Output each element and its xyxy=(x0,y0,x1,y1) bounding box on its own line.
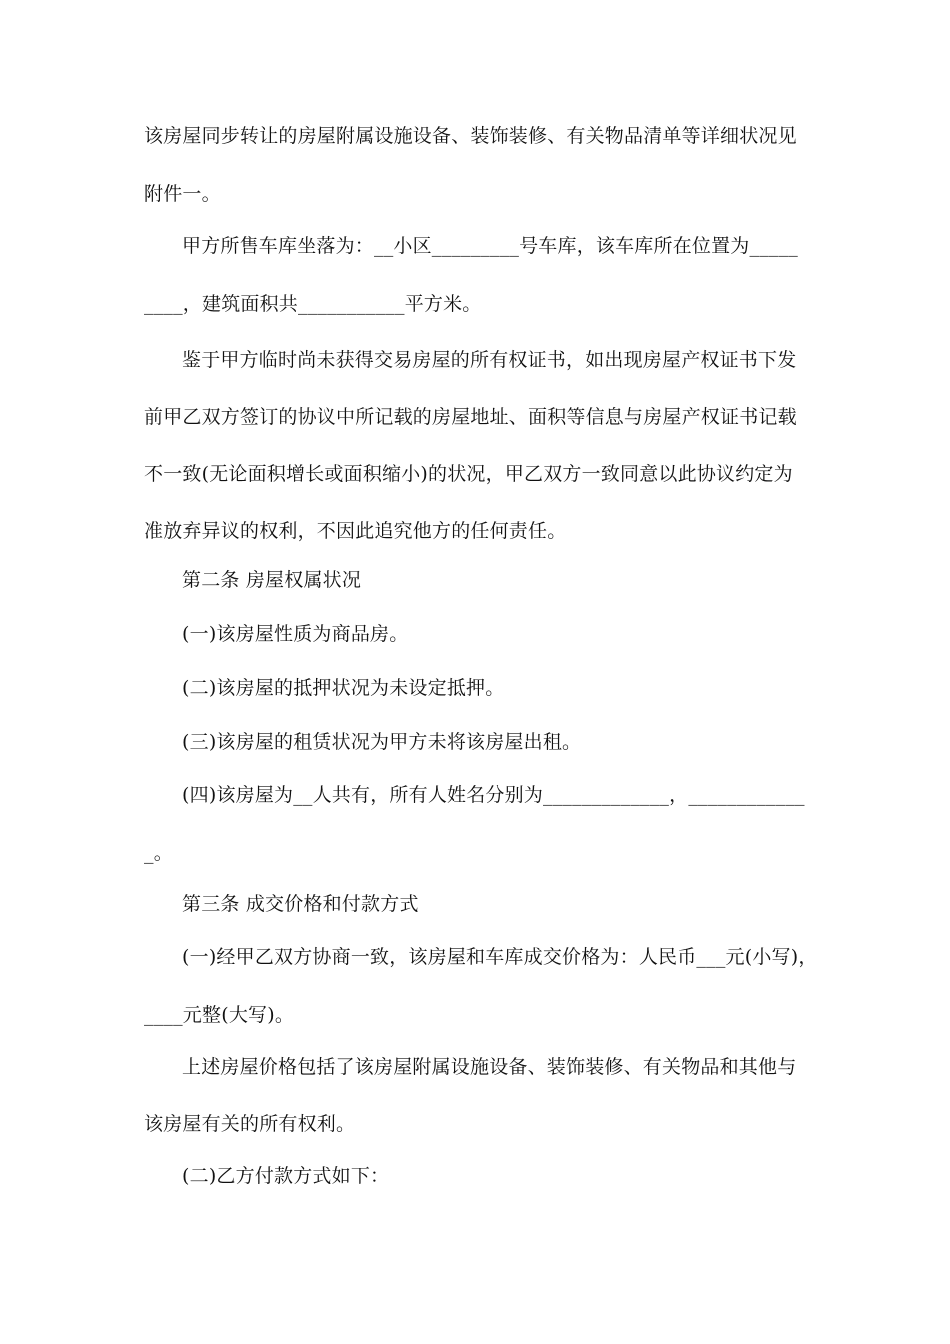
text-line: ____元整(大写)。 xyxy=(144,1004,295,1026)
text-line: (二)乙方付款方式如下： xyxy=(182,1165,390,1187)
text-line: 该房屋有关的所有权利。 xyxy=(144,1113,356,1135)
text-line: 鉴于甲方临时尚未获得交易房屋的所有权证书，如出现房屋产权证书下发 xyxy=(182,349,797,371)
text-line: 甲方所售车库坐落为：__小区_________号车库，该车库所在位置为_____ xyxy=(182,235,799,257)
text-line: (三)该房屋的租赁状况为甲方未将该房屋出租。 xyxy=(182,731,582,753)
text-line: (一)该房屋性质为商品房。 xyxy=(182,623,409,645)
text-line: 准放弃异议的权利，不因此追究他方的任何责任。 xyxy=(144,520,567,542)
text-line: 附件一。 xyxy=(144,183,221,205)
text-line: 该房屋同步转让的房屋附属设施设备、装饰装修、有关物品清单等详细状况见 xyxy=(144,125,797,147)
text-line: 前甲乙双方签订的协议中所记载的房屋地址、面积等信息与房屋产权证书记载 xyxy=(144,406,797,428)
text-line: ____，建筑面积共___________平方米。 xyxy=(144,293,482,315)
text-line: 上述房屋价格包括了该房屋附属设施设备、装饰装修、有关物品和其他与 xyxy=(182,1056,797,1078)
section-heading: 第二条 房屋权属状况 xyxy=(182,569,362,591)
text-line: _。 xyxy=(144,842,173,864)
section-heading: 第三条 成交价格和付款方式 xyxy=(182,893,419,915)
text-line: (四)该房屋为__人共有，所有人姓名分别为_____________，____________ xyxy=(182,784,805,806)
text-line: 不一致(无论面积增长或面积缩小)的状况，甲乙双方一致同意以此协议约定为 xyxy=(144,463,793,485)
text-line: (一)经甲乙双方协商一致，该房屋和车库成交价格为：人民币___元(小写)， xyxy=(182,946,818,968)
text-line: (二)该房屋的抵押状况为未设定抵押。 xyxy=(182,677,505,699)
